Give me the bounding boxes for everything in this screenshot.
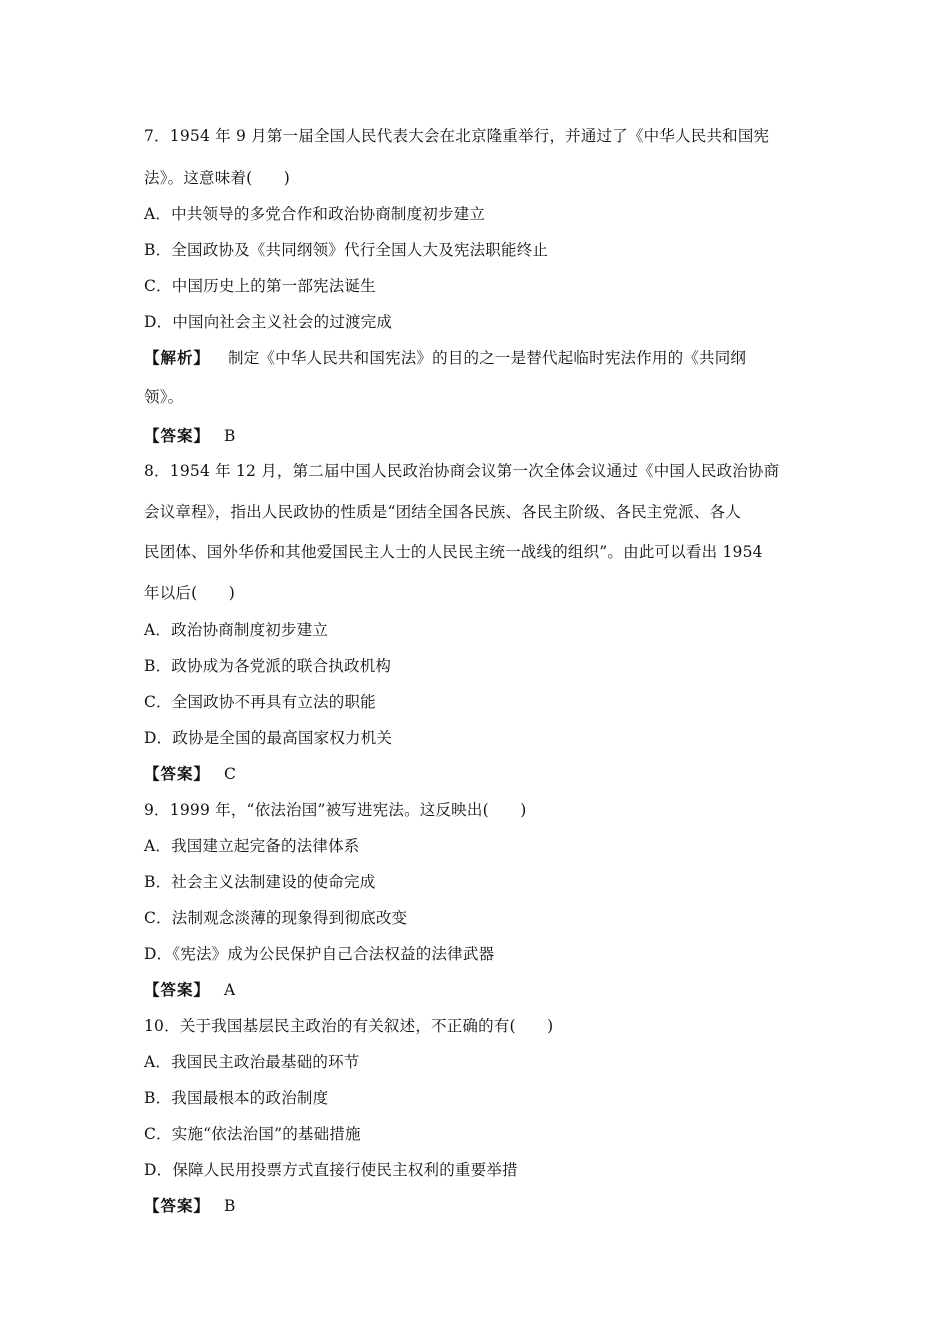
q8-answer-line bbox=[144, 763, 814, 785]
q8-stem-line-1: 8．1954 年 12 月，第二届中国人民政治协商会议第一次全体会议通过《中国人民政治协商 bbox=[144, 462, 780, 480]
q8-option-b: B．政协成为各党派的联合执政机构 bbox=[144, 657, 392, 675]
q7-option-a: A．中共领导的多党合作和政治协商制度初步建立 bbox=[144, 205, 486, 223]
q7-stem-line-1: 7．1954 年 9 月第一届全国人民代表大会在北京隆重举行，并通过了《中华人民共和国宪 bbox=[144, 127, 770, 145]
q9-option-a: A．我国建立起完备的法律体系 bbox=[144, 837, 360, 855]
q9-option-c: C．法制观念淡薄的现象得到彻底改变 bbox=[144, 909, 408, 927]
q10-answer: B bbox=[224, 1197, 236, 1215]
q10-stem-line-1: 10．关于我国基层民主政治的有关叙述，不正确的有( ) bbox=[144, 1017, 554, 1035]
q10-option-c: C．实施“依法治国”的基础措施 bbox=[144, 1125, 361, 1143]
q10-answer-line bbox=[144, 1195, 814, 1217]
q7-answer-tag: 【答案】 bbox=[144, 426, 211, 445]
q8-option-c: C．全国政协不再具有立法的职能 bbox=[144, 693, 376, 711]
q7-analysis-line-1 bbox=[144, 347, 814, 369]
q10-option-d: D．保障人民用投票方式直接行使民主权利的重要举措 bbox=[144, 1161, 518, 1179]
q9-answer-line bbox=[144, 979, 814, 1001]
q10-answer-tag: 【答案】 bbox=[144, 1196, 211, 1215]
q10-option-b: B．我国最根本的政治制度 bbox=[144, 1089, 329, 1107]
q9-option-b: B．社会主义法制建设的使命完成 bbox=[144, 873, 376, 891]
q7-option-c: C．中国历史上的第一部宪法诞生 bbox=[144, 277, 376, 295]
q9-option-d: D．《宪法》成为公民保护自己合法权益的法律武器 bbox=[144, 945, 495, 963]
q8-option-d: D．政协是全国的最高国家权力机关 bbox=[144, 729, 393, 747]
q8-option-a: A．政治协商制度初步建立 bbox=[144, 621, 329, 639]
q10-option-a: A．我国民主政治最基础的环节 bbox=[144, 1053, 360, 1071]
q8-answer-tag: 【答案】 bbox=[144, 764, 211, 783]
q8-answer: C bbox=[224, 765, 237, 783]
q9-stem-line-1: 9．1999 年，“依法治国”被写进宪法。这反映出( ) bbox=[144, 801, 527, 819]
q9-answer-tag: 【答案】 bbox=[144, 980, 211, 999]
q7-analysis-tag: 【解析】 bbox=[144, 348, 211, 367]
q7-option-d: D．中国向社会主义社会的过渡完成 bbox=[144, 313, 393, 331]
q7-answer-line bbox=[144, 425, 814, 447]
q8-stem-line-4: 年以后( ) bbox=[144, 584, 235, 602]
q7-stem-line-2: 法》。这意味着( ) bbox=[144, 169, 291, 187]
q7-analysis-line-2: 领》。 bbox=[144, 388, 184, 406]
q7-option-b: B．全国政协及《共同纲领》代行全国人大及宪法职能终止 bbox=[144, 241, 549, 259]
q8-stem-line-3: 民团体、国外华侨和其他爱国民主人士的人民民主统一战线的组织”。由此可以看出 1954 bbox=[144, 543, 763, 561]
q7-analysis-text: 制定《中华人民共和国宪法》的目的之一是替代起临时宪法作用的《共同纲 bbox=[228, 349, 747, 367]
q9-answer: A bbox=[224, 981, 236, 999]
q7-answer: B bbox=[224, 427, 236, 445]
q8-stem-line-2: 会议章程》，指出人民政协的性质是“团结全国各民族、各民主阶级、各民主党派、各人 bbox=[144, 503, 741, 521]
